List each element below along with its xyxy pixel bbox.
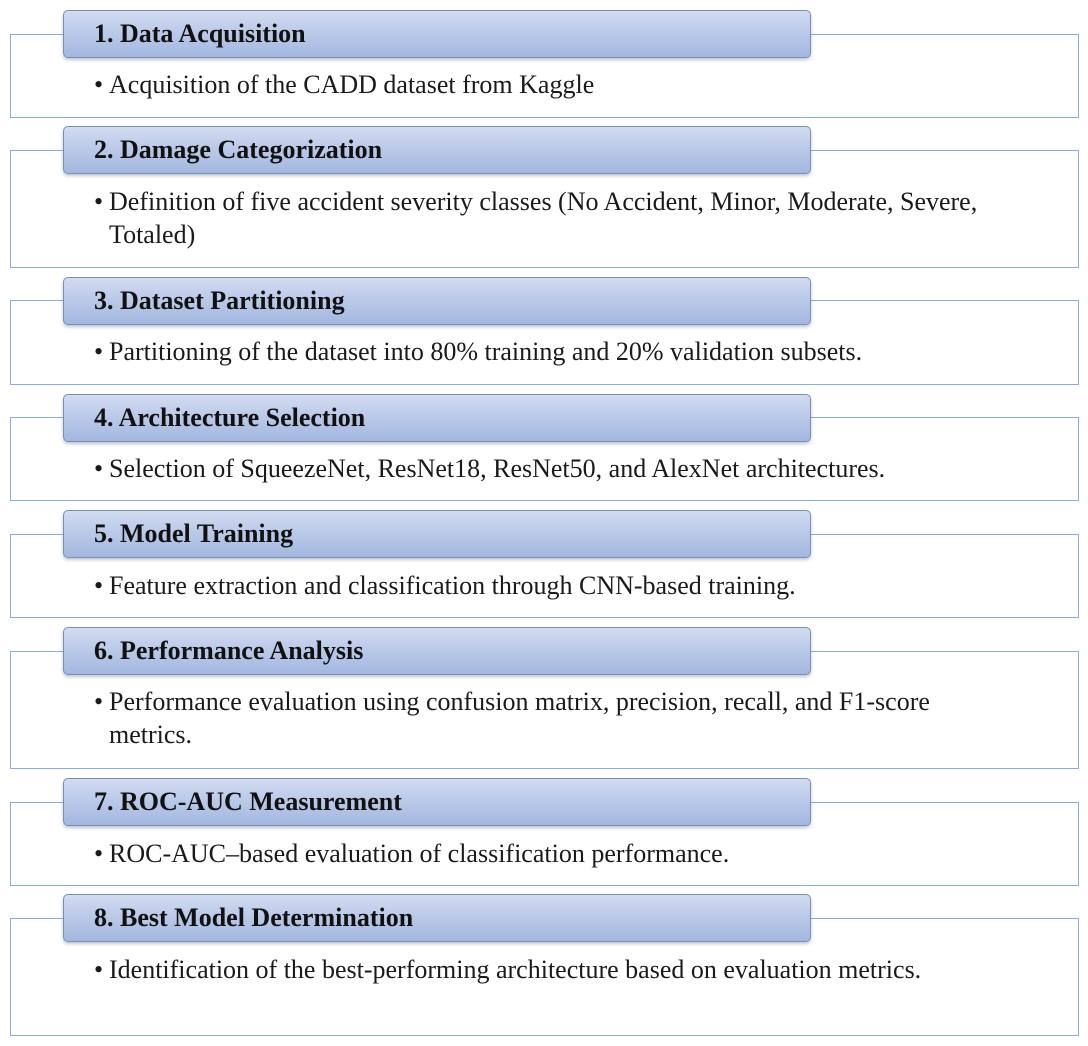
step-2-header <box>63 126 811 174</box>
step-5-title: 5. Model Training <box>94 519 294 548</box>
step-2-description <box>94 185 994 251</box>
bullet-icon: • <box>94 571 104 600</box>
bullet-icon: • <box>94 454 104 483</box>
step-8-text: Identification of the best-performing architecture based on evaluation metrics. <box>109 955 922 984</box>
bullet-icon: • <box>94 687 104 716</box>
step-1-title: 1. Data Acquisition <box>94 19 306 48</box>
step-4-description <box>94 452 1054 485</box>
step-4-header <box>63 394 811 442</box>
step-8-description <box>94 953 994 986</box>
step-6-header <box>63 627 811 675</box>
bullet-icon: • <box>94 839 104 868</box>
step-3-description <box>94 335 1054 368</box>
step-6-title: 6. Performance Analysis <box>94 636 364 665</box>
step-5-description <box>94 569 994 602</box>
step-6-text: Performance evaluation using confusion matrix, precision, recall, and F1-score metrics. <box>109 687 930 749</box>
step-4-title: 4. Architecture Selection <box>94 403 366 432</box>
step-1-text: Acquisition of the CADD dataset from Kaggle <box>109 70 595 99</box>
step-2-title: 2. Damage Categorization <box>94 135 383 164</box>
step-7-description <box>94 837 994 870</box>
step-1-header <box>63 10 811 58</box>
bullet-icon: • <box>94 187 104 216</box>
step-5-header <box>63 510 811 558</box>
bullet-icon: • <box>94 955 104 984</box>
bullet-icon: • <box>94 70 104 99</box>
step-3-title: 3. Dataset Partitioning <box>94 286 345 315</box>
step-4-text: Selection of SqueezeNet, ResNet18, ResNet50, and AlexNet architectures. <box>109 454 886 483</box>
step-7-text: ROC-AUC–based evaluation of classification performance. <box>109 839 730 868</box>
step-5-text: Feature extraction and classification through CNN-based training. <box>109 571 796 600</box>
step-1-description <box>94 68 994 101</box>
step-6-description <box>94 685 994 751</box>
step-2-text: Definition of five accident severity classes (No Accident, Minor, Moderate, Severe, Totaled) <box>109 187 978 249</box>
step-8-header <box>63 894 811 942</box>
step-7-title: 7. ROC-AUC Measurement <box>94 787 402 816</box>
step-7-header <box>63 778 811 826</box>
step-3-header <box>63 277 811 325</box>
bullet-icon: • <box>94 337 104 366</box>
step-8-title: 8. Best Model Determination <box>94 903 414 932</box>
step-3-text: Partitioning of the dataset into 80% training and 20% validation subsets. <box>109 337 863 366</box>
